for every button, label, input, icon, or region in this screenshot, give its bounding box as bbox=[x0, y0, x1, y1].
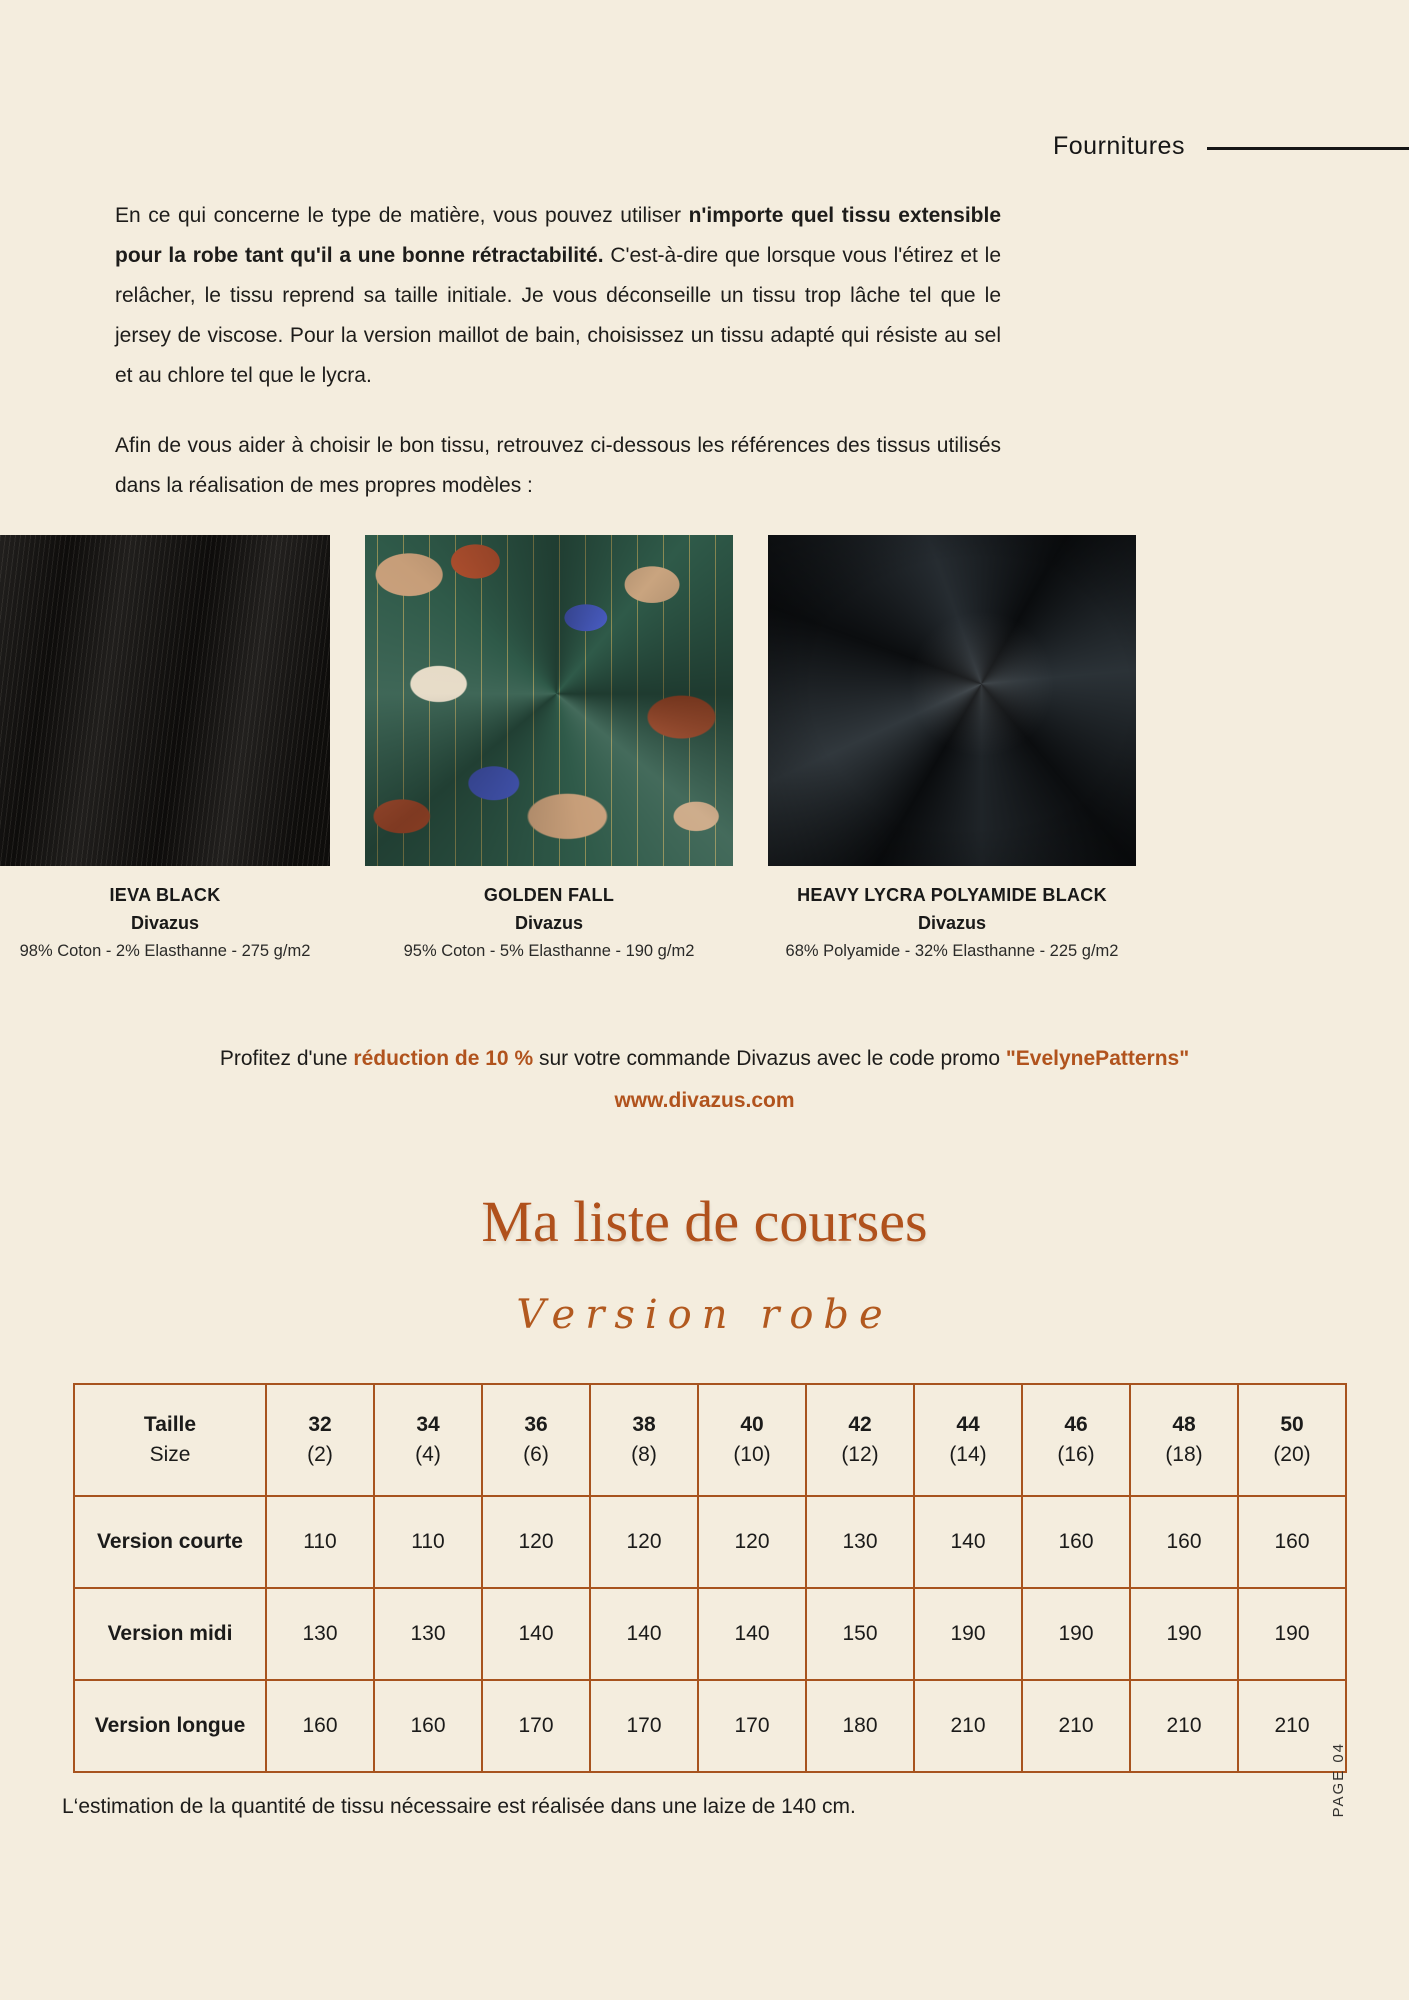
size-header-cell bbox=[1238, 1384, 1346, 1496]
fabric-name: HEAVY LYCRA POLYAMIDE BLACK bbox=[797, 885, 1107, 905]
table-row-version-longue bbox=[74, 1680, 1346, 1772]
promo-code-highlight: "EvelynePatterns" bbox=[1005, 1047, 1190, 1070]
promo-normal-start: Profitez d'une bbox=[219, 1047, 354, 1070]
promo-discount-highlight: réduction de 10 % bbox=[353, 1047, 534, 1070]
quantity-cell: 210 bbox=[1022, 1680, 1130, 1772]
quantity-cell: 190 bbox=[1022, 1588, 1130, 1680]
promo-normal-mid: sur votre commande Divazus avec le code promo bbox=[533, 1047, 1006, 1070]
size-header-cell bbox=[482, 1384, 590, 1496]
size-header-cell bbox=[1130, 1384, 1238, 1496]
size-eu: 36 bbox=[524, 1413, 548, 1436]
intro-p1-normal-start: En ce qui concerne le type de matière, vous pouvez utiliser bbox=[115, 204, 689, 227]
quantity-cell: 170 bbox=[482, 1680, 590, 1772]
fabric-card-ieva-black bbox=[0, 535, 330, 961]
quantity-cell: 170 bbox=[698, 1680, 806, 1772]
intro-p1-normal-end: C'est-à-dire que lorsque vous l'étirez et le relâcher, le tissu reprend sa taille initiale. Je vous déconseille un tissu trop lâche tel que le jersey de viscose. Pour la version maillot de bain, choisissez un tissu adapté qui résiste au sel et au chlore tel que le lycra. bbox=[115, 244, 1001, 387]
size-eu: 46 bbox=[1064, 1413, 1088, 1436]
fabric-photo-golden-fall bbox=[365, 535, 733, 866]
intro-p1-bold: n'importe quel tissu extensible pour la robe tant qu'il a une bonne rétractabilité. bbox=[115, 204, 1001, 267]
fabric-composition: 98% Coton - 2% Elasthanne - 275 g/m2 bbox=[19, 942, 311, 960]
laize-footnote: L‘estimation de la quantité de tissu nécessaire est réalisée dans une laize de 140 cm. bbox=[62, 1795, 856, 1818]
intro-paragraph-2: Afin de vous aider à choisir le bon tissu, retrouvez ci-dessous les références des tissus utilisés dans la réalisation de mes propres modèles : bbox=[115, 434, 1001, 497]
quantity-cell: 130 bbox=[806, 1496, 914, 1588]
fabric-brand: Divazus bbox=[130, 913, 200, 933]
row-label-cell: Version midi bbox=[74, 1588, 266, 1680]
fabric-composition: 95% Coton - 5% Elasthanne - 190 g/m2 bbox=[403, 942, 695, 960]
row-label-cell: Version longue bbox=[74, 1680, 266, 1772]
size-header-secondary: Size bbox=[149, 1443, 191, 1466]
promo-text bbox=[0, 1038, 1409, 1122]
fabric-card-heavy-lycra bbox=[768, 535, 1136, 961]
quantity-cell: 140 bbox=[482, 1588, 590, 1680]
size-eu: 44 bbox=[956, 1413, 980, 1436]
quantity-cell: 140 bbox=[590, 1588, 698, 1680]
quantity-cell: 120 bbox=[590, 1496, 698, 1588]
divazus-link[interactable]: www.divazus.com bbox=[614, 1089, 795, 1112]
size-eu: 32 bbox=[308, 1413, 332, 1436]
size-header-cell bbox=[806, 1384, 914, 1496]
quantity-cell: 120 bbox=[482, 1496, 590, 1588]
size-us: (20) bbox=[1273, 1443, 1311, 1466]
quantity-cell: 110 bbox=[266, 1496, 374, 1588]
page-number: PAGE 04 bbox=[1330, 1742, 1347, 1818]
header-rule-line bbox=[1207, 147, 1409, 150]
fabric-photo-ieva-black bbox=[0, 535, 330, 866]
size-us: (6) bbox=[523, 1443, 549, 1466]
table-row-version-midi bbox=[74, 1588, 1346, 1680]
size-eu: 40 bbox=[740, 1413, 764, 1436]
quantity-cell: 160 bbox=[1022, 1496, 1130, 1588]
fabric-name: GOLDEN FALL bbox=[483, 885, 615, 905]
quantity-cell: 210 bbox=[1238, 1680, 1346, 1772]
row-label-cell: Version courte bbox=[74, 1496, 266, 1588]
fabric-brand: Divazus bbox=[514, 913, 584, 933]
size-eu: 34 bbox=[416, 1413, 440, 1436]
quantity-cell: 170 bbox=[590, 1680, 698, 1772]
size-eu: 38 bbox=[632, 1413, 656, 1436]
quantity-cell: 150 bbox=[806, 1588, 914, 1680]
size-eu: 42 bbox=[848, 1413, 872, 1436]
quantity-cell: 210 bbox=[914, 1680, 1022, 1772]
quantity-cell: 120 bbox=[698, 1496, 806, 1588]
size-header-cell bbox=[590, 1384, 698, 1496]
quantity-cell: 160 bbox=[374, 1680, 482, 1772]
size-us: (2) bbox=[307, 1443, 333, 1466]
size-header-cell bbox=[914, 1384, 1022, 1496]
fabric-photo-heavy-lycra bbox=[768, 535, 1136, 866]
size-header-label-cell bbox=[74, 1384, 266, 1496]
quantity-cell: 190 bbox=[1238, 1588, 1346, 1680]
fabric-name: IEVA BLACK bbox=[109, 885, 221, 905]
quantity-cell: 190 bbox=[1130, 1588, 1238, 1680]
size-header-cell bbox=[698, 1384, 806, 1496]
size-header-primary: Taille bbox=[143, 1413, 197, 1436]
shopping-list-title: Ma liste de courses bbox=[481, 1189, 928, 1254]
quantity-cell: 160 bbox=[1130, 1496, 1238, 1588]
size-us: (12) bbox=[841, 1443, 879, 1466]
quantity-cell: 190 bbox=[914, 1588, 1022, 1680]
size-header-cell bbox=[374, 1384, 482, 1496]
size-us: (4) bbox=[415, 1443, 441, 1466]
size-us: (14) bbox=[949, 1443, 987, 1466]
fabric-composition: 68% Polyamide - 32% Elasthanne - 225 g/m2 bbox=[785, 942, 1119, 960]
quantity-cell: 180 bbox=[806, 1680, 914, 1772]
size-us: (18) bbox=[1165, 1443, 1203, 1466]
intro-paragraph-1 bbox=[115, 196, 1001, 396]
quantity-cell: 140 bbox=[914, 1496, 1022, 1588]
table-header-row bbox=[74, 1384, 1346, 1496]
fabric-brand: Divazus bbox=[917, 913, 987, 933]
fabric-card-golden-fall bbox=[365, 535, 733, 961]
fabric-requirements-table bbox=[73, 1383, 1347, 1773]
quantity-cell: 210 bbox=[1130, 1680, 1238, 1772]
quantity-cell: 130 bbox=[374, 1588, 482, 1680]
size-header-cell bbox=[266, 1384, 374, 1496]
section-label-fournitures: Fournitures bbox=[1053, 132, 1185, 160]
quantity-cell: 110 bbox=[374, 1496, 482, 1588]
size-header-cell bbox=[1022, 1384, 1130, 1496]
quantity-cell: 160 bbox=[266, 1680, 374, 1772]
size-us: (8) bbox=[631, 1443, 657, 1466]
quantity-cell: 140 bbox=[698, 1588, 806, 1680]
quantity-cell: 130 bbox=[266, 1588, 374, 1680]
size-eu: 48 bbox=[1172, 1413, 1196, 1436]
quantity-cell: 160 bbox=[1238, 1496, 1346, 1588]
size-eu: 50 bbox=[1280, 1413, 1304, 1436]
version-robe-subtitle: Version robe bbox=[516, 1292, 893, 1338]
size-us: (10) bbox=[733, 1443, 771, 1466]
table-row-version-courte bbox=[74, 1496, 1346, 1588]
size-us: (16) bbox=[1057, 1443, 1095, 1466]
